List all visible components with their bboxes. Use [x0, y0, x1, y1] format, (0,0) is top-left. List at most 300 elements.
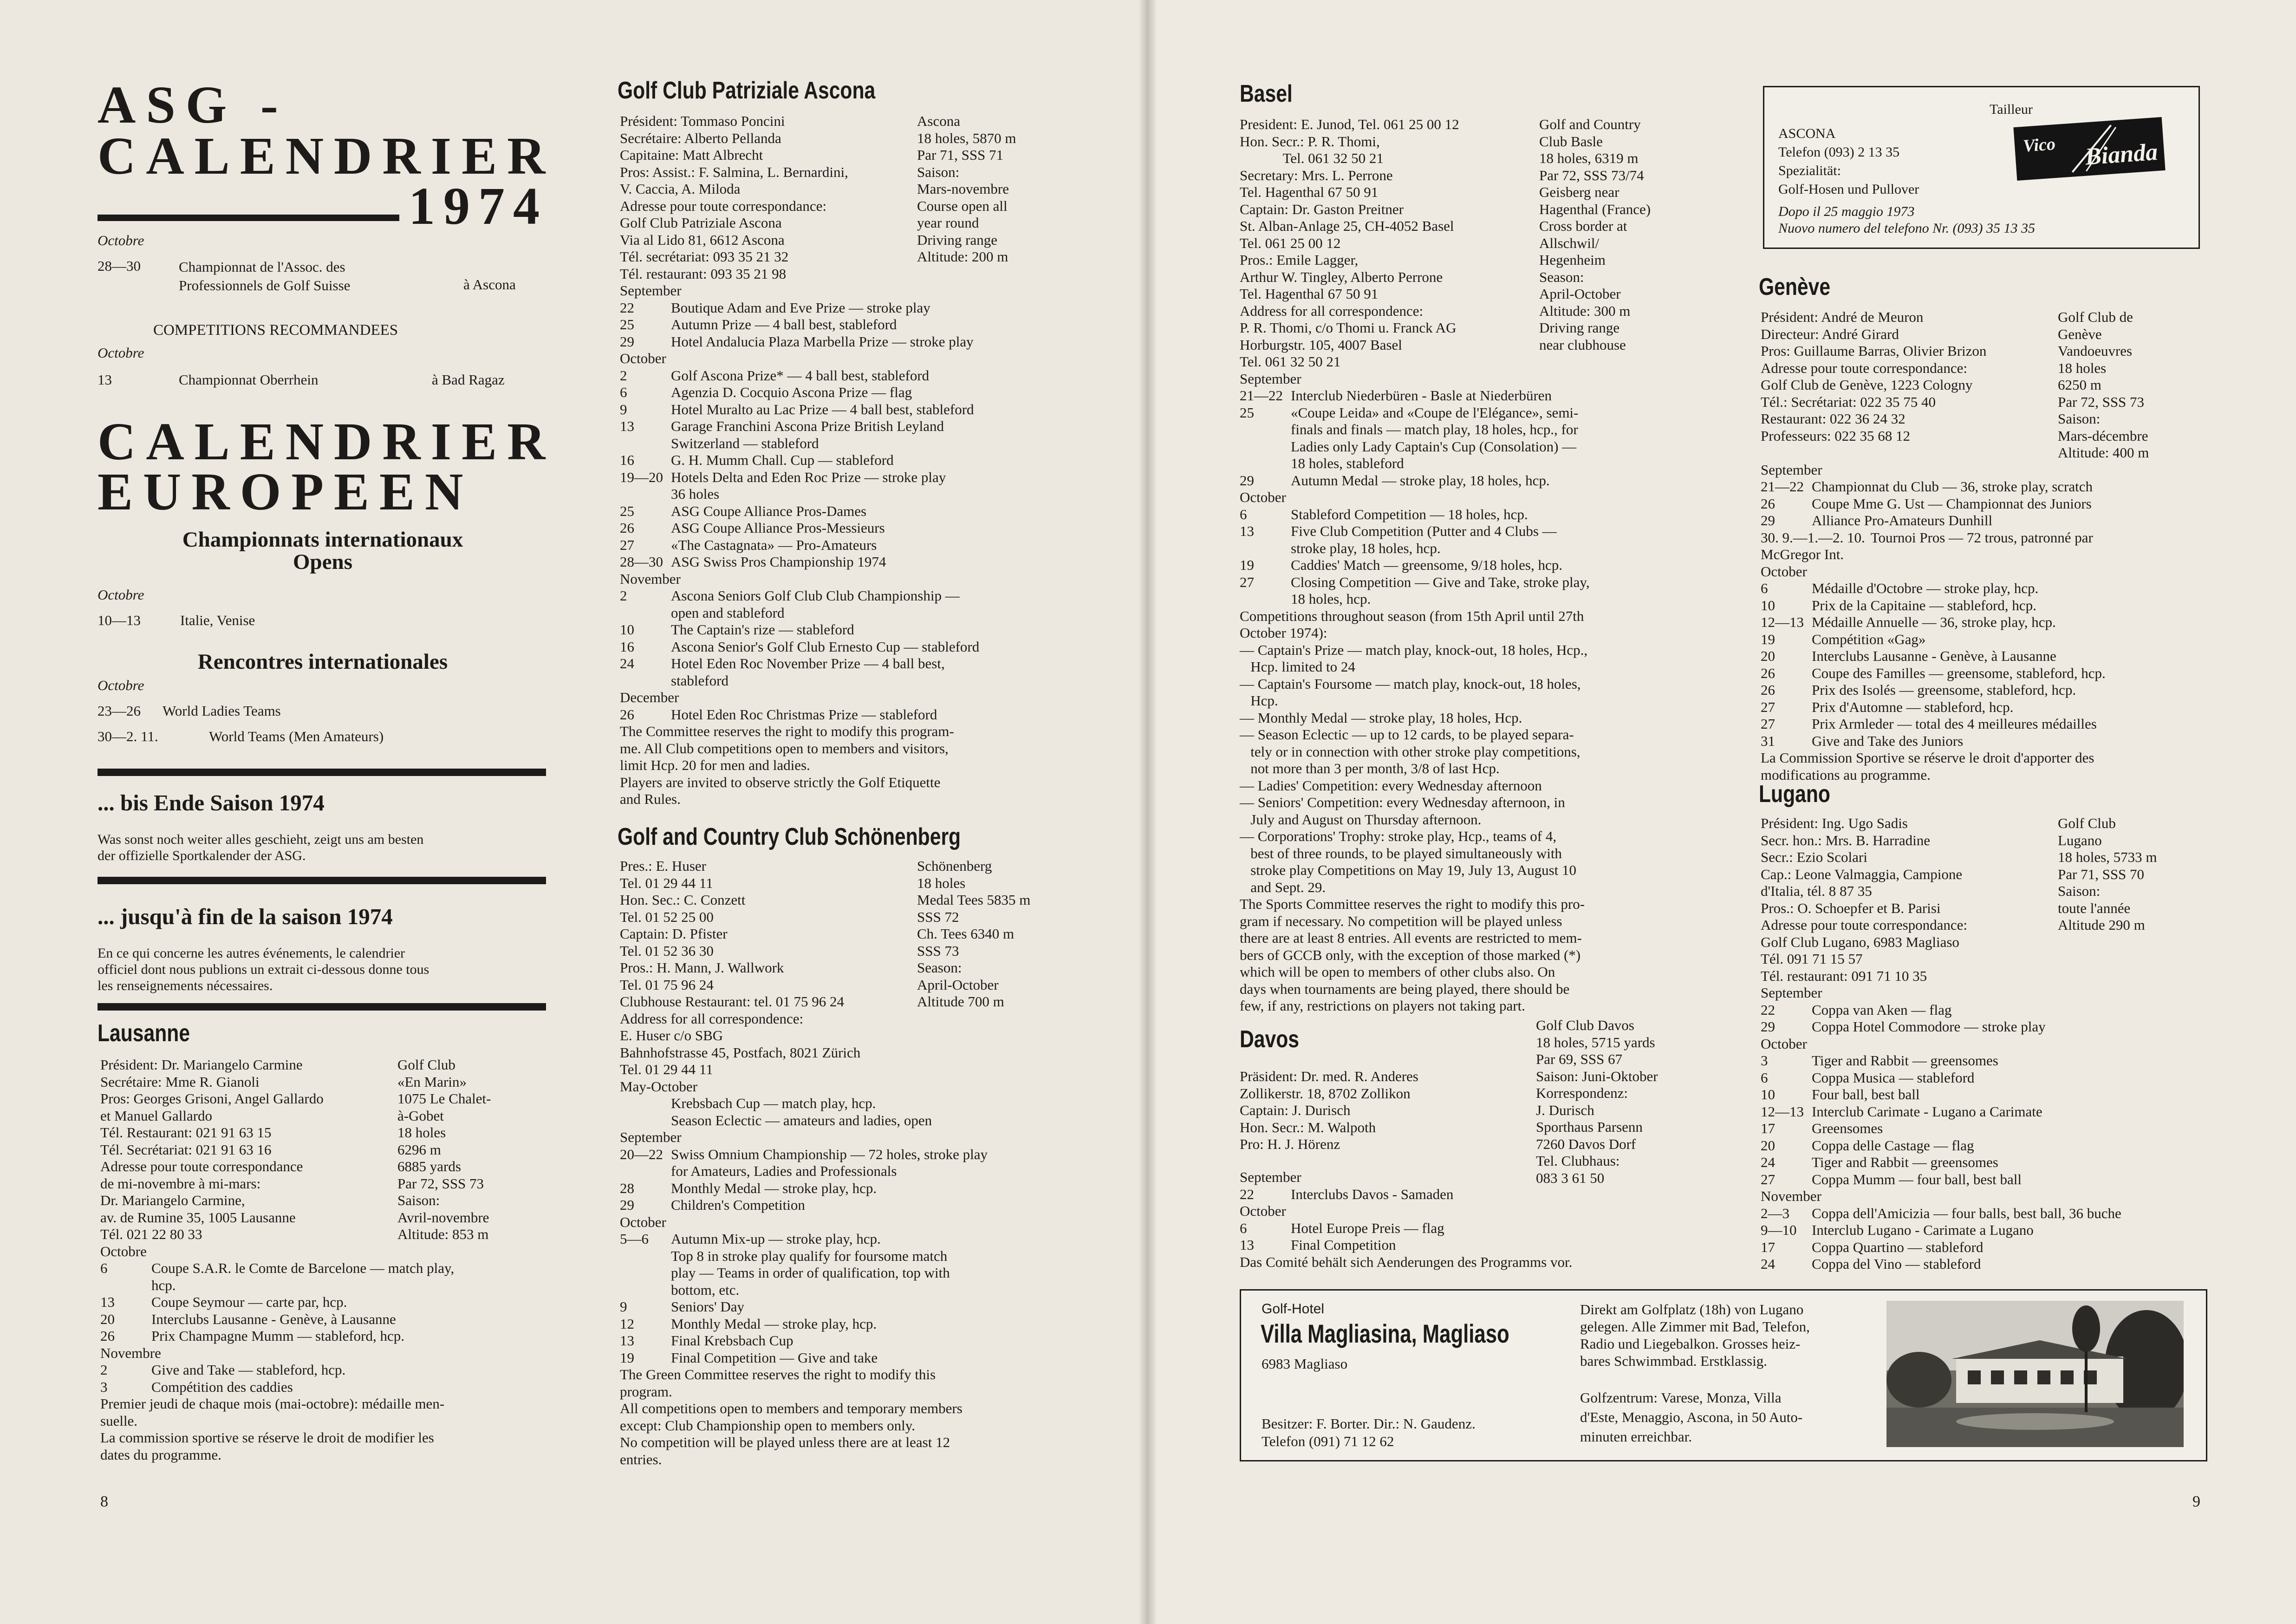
tailor-line: Spezialität: — [1778, 163, 1841, 178]
tailor-line: ASCONA — [1778, 126, 1836, 141]
month-heading: September — [1240, 1169, 1301, 1185]
schoenenberg-calendar — [620, 1078, 1084, 1367]
info-line: Ascona — [917, 113, 960, 129]
event-date: 10 — [1761, 1086, 1775, 1102]
month-heading: May-October — [620, 1078, 697, 1095]
de-title: ... bis Ende Saison 1974 — [98, 790, 325, 815]
event-date: 12 — [620, 1315, 634, 1332]
event-text: Give and Take — stableford, hcp. — [151, 1362, 346, 1378]
event-row — [1240, 523, 1760, 557]
info-line: Tél.: Secrétariat: 022 35 75 40 — [1761, 393, 1936, 410]
info-line: Hon. Secr.: P. R. Thomi, — [1240, 133, 1380, 150]
event-row — [1761, 496, 2225, 513]
meetings-month: Octobre — [98, 677, 144, 693]
event-row — [1761, 1018, 2225, 1036]
davos-info-right — [1536, 1017, 1658, 1187]
info-line: Tel. 01 29 44 11 — [620, 874, 713, 891]
event-date: 2 — [620, 587, 627, 604]
info-line: E. Huser c/o SBG — [620, 1027, 723, 1044]
info-line: Altitude 290 m — [2058, 917, 2145, 933]
event-date: 13 — [620, 418, 634, 434]
event-date: 13 — [1240, 1237, 1254, 1253]
ascona-footer: The Committee reserves the right to modify this program- me. All Club competitions open to members and visitors, limit Hcp. 20 for men and ladies. Players are invited to observe strictly the Golf Etiquette and Rules. — [620, 723, 954, 807]
lausanne-info-left — [100, 1057, 397, 1243]
event-row — [1240, 1237, 1760, 1254]
event-row — [620, 469, 1084, 503]
info-line: Secr.: Ezio Scolari — [1761, 849, 1867, 865]
davos-section — [1240, 1169, 1760, 1271]
month-heading: October — [1240, 489, 1286, 505]
meetings-date-1: 23—26 — [98, 703, 141, 719]
event-text: Médaille d'Octobre — stroke play, hcp. — [1812, 580, 2039, 596]
event-text: Autumn Prize — 4 ball best, stableford — [671, 316, 897, 333]
info-line: President: E. Junod, Tel. 061 25 00 12 — [1240, 116, 1459, 132]
info-line: Korrespondenz: — [1536, 1085, 1628, 1101]
info-line: Président: André de Meuron — [1761, 309, 1924, 325]
event-text: Interclubs Lausanne - Genève, à Lausanne — [1812, 648, 2056, 664]
tailor-line: Golf-Hosen und Pullover — [1778, 182, 1919, 197]
event-text: Boutique Adam and Eve Prize — stroke play — [671, 299, 930, 316]
basel-calendar — [1240, 371, 1760, 608]
info-line: Secrétaire: Mme R. Gianoli — [100, 1073, 260, 1090]
hotel-name: Villa Magliasina, Magliaso — [1261, 1319, 1509, 1348]
event-row — [1761, 665, 2225, 682]
season-item: — Seniors' Competition: every Wednesday afternoon, in July and August on Thursday afternoon. — [1240, 794, 1565, 828]
event-date: 19 — [1761, 631, 1775, 647]
davos-calendar — [1240, 1169, 1760, 1254]
euro-title-line2: EUROPEEN — [98, 462, 474, 521]
event-date: 19 — [1240, 557, 1254, 573]
event-date: 27 — [620, 536, 634, 553]
hotel-place: 6983 Magliaso — [1262, 1356, 1348, 1372]
info-line: «En Marin» — [397, 1073, 467, 1090]
event-date: 26 — [620, 520, 634, 536]
tailor-line: Telefon (093) 2 13 35 — [1778, 144, 1900, 160]
info-line: Altitude: 200 m — [917, 248, 1008, 265]
lausanne-section — [100, 1057, 546, 1463]
event-row — [1761, 1256, 2225, 1273]
info-line: Par 72, SSS 73 — [2058, 393, 2145, 410]
info-line: Tel. Clubhaus: — [1536, 1153, 1620, 1169]
intl-opens-title: Championnats internationaux Opens — [182, 528, 463, 574]
event-date: 6 — [1761, 1069, 1768, 1086]
info-line: 18 holes, 5733 m — [2058, 849, 2157, 865]
event-row — [1240, 557, 1760, 574]
info-line: Course open all — [917, 197, 1008, 214]
event-text: Alliance Pro-Amateurs Dunhill — [1812, 512, 1993, 528]
event-date: 28—30 — [620, 554, 663, 570]
info-line: Tel. 01 52 36 30 — [620, 942, 714, 959]
event-date: 17 — [1761, 1120, 1775, 1136]
event-text: Interclubs Lausanne - Genève, à Lausanne — [151, 1311, 396, 1327]
schoenenberg-footer: The Green Committee reserves the right to modify this program. All competitions open to members and temporary members except: Club Championship open to members only. No competition will be played unless there are at least 12 entries. — [620, 1366, 963, 1467]
davos-info-left — [1240, 1068, 1418, 1153]
info-line: Adresse pour toute correspondance — [100, 1158, 303, 1174]
month-heading: November — [620, 570, 681, 587]
basel-info — [1240, 116, 1760, 371]
info-line: Address for all correspondence: — [620, 1010, 804, 1027]
info-line: Altitude: 300 m — [1539, 302, 1631, 319]
title-bar — [98, 215, 399, 221]
info-line: 18 holes — [917, 874, 966, 891]
info-line: Adresse pour toute correspondance: — [1761, 359, 1968, 376]
info-line: Vandoeuvres — [2058, 343, 2133, 359]
info-line: Saison: Juni-Oktober — [1536, 1068, 1658, 1084]
event-text: Compétition «Gag» — [1812, 631, 1926, 647]
event-text: Tournoi Pros — 72 trous, patronné par McGregor Int. — [1761, 529, 2093, 562]
event-text: Final Krebsbach Cup — [671, 1332, 794, 1349]
lausanne-info — [100, 1057, 546, 1243]
event-row — [620, 639, 1084, 656]
event-date: 22 — [1240, 1186, 1254, 1202]
logo-text: Vico — [2022, 134, 2056, 156]
info-line: Tel. 01 52 25 00 — [620, 908, 714, 925]
info-line: Avril-novembre — [397, 1209, 489, 1226]
info-line: 18 holes, 6319 m — [1539, 150, 1639, 166]
event-date: 12—13 — [1761, 1103, 1804, 1120]
info-line: et Manuel Gallardo — [100, 1107, 213, 1124]
info-line: April-October — [1539, 286, 1621, 302]
info-line: Pros: Georges Grisoni, Angel Gallardo — [100, 1090, 324, 1107]
fr-title: ... jusqu'à fin de la saison 1974 — [98, 904, 393, 929]
info-line: Address for all correspondence: — [1240, 302, 1424, 319]
event-text: Autumn Mix-up — stroke play, hcp. Top 8 in stroke play qualify for foursome match play — Teams in order of qualification, top with bottom, etc. — [671, 1231, 950, 1298]
euro-title-line1: CALENDRIER — [98, 412, 556, 471]
geneve-calendar — [1761, 462, 2225, 750]
event-text: The Captain's rize — stableford — [671, 621, 854, 638]
info-line: d'Italia, tél. 8 87 35 — [1761, 883, 1872, 899]
info-line: Tel. Hagenthal 67 50 91 — [1240, 184, 1379, 200]
event-text: Seniors' Day — [671, 1298, 744, 1315]
schoenenberg-info — [620, 858, 1084, 1078]
event-text: Coupe S.A.R. le Comte de Barcelone — match play, hcp. — [151, 1260, 455, 1293]
event-text: Agenzia D. Cocquio Ascona Prize — flag — [671, 384, 912, 400]
event-date: 27 — [1240, 574, 1254, 590]
event-row — [1240, 387, 1760, 404]
event-row — [100, 1362, 546, 1379]
info-line: Tel. 061 32 50 21 — [1240, 150, 1384, 166]
event-date: 12—13 — [1761, 614, 1804, 630]
event-date: 6 — [1240, 506, 1247, 522]
logo-text: Bianda — [2084, 138, 2159, 170]
lugano-info — [1761, 815, 2225, 985]
event-text: Coppa del Vino — stableford — [1812, 1256, 1981, 1272]
basel-info-left — [1240, 116, 1539, 371]
meetings-title: Rencontres internationales — [197, 650, 448, 674]
info-line: Mars-novembre — [917, 181, 1009, 197]
event-row — [620, 384, 1084, 401]
info-line: Professeurs: 022 35 68 12 — [1761, 427, 1911, 444]
event-text: Interclub Lugano - Carimate a Lugano — [1812, 1222, 2034, 1238]
schoenenberg-info-left — [620, 858, 917, 1078]
event-date: 29 — [1240, 472, 1254, 489]
event-text: Children's Competition — [671, 1197, 805, 1213]
event-row — [1240, 1220, 1760, 1237]
info-line: Par 69, SSS 67 — [1536, 1051, 1623, 1067]
month-heading: October — [1761, 563, 1807, 580]
event-row — [620, 418, 1084, 452]
event-row — [620, 1095, 1084, 1129]
schoenenberg-section — [620, 858, 1084, 1468]
info-line: 6885 yards — [397, 1158, 461, 1174]
month-heading: October — [620, 1213, 666, 1230]
event-text: Closing Competition — Give and Take, stroke play, 18 holes, hcp. — [1291, 574, 1590, 607]
info-line: Altitude: 853 m — [397, 1226, 489, 1242]
info-line: Capitaine: Matt Albrecht — [620, 147, 763, 163]
event-row — [1761, 1120, 2225, 1137]
event-date: 9 — [620, 1298, 627, 1315]
info-line: J. Durisch — [1536, 1102, 1594, 1118]
event-text: Golf Ascona Prize* — 4 ball best, stableford — [671, 367, 930, 384]
ascona-info-left — [620, 113, 917, 282]
month-heading: October — [1761, 1035, 1807, 1052]
event-date: 27 — [1761, 716, 1775, 732]
info-line: toute l'année — [2058, 900, 2131, 916]
event-text: Hotel Eden Roc November Prize — 4 ball best, stableford — [671, 655, 945, 689]
basel-season-list — [1240, 642, 1760, 896]
asg-date: 28—30 — [98, 258, 141, 274]
info-line: Tél. 091 71 15 57 — [1761, 951, 1863, 967]
event-date: 25 — [620, 502, 634, 519]
event-date: 26 — [100, 1328, 115, 1344]
event-text: Coppa delle Castage — flag — [1812, 1137, 1974, 1154]
event-text: Prix des Isolés — greensome, stableford, hcp. — [1812, 682, 2076, 698]
event-row — [1761, 1205, 2225, 1222]
event-date: 2—3 — [1761, 1205, 1789, 1221]
event-row — [620, 401, 1084, 418]
info-line: Genève — [2058, 326, 2102, 342]
event-text: Prix Armleder — total des 4 meilleures médailles — [1812, 716, 2097, 732]
event-row — [620, 333, 1084, 351]
month-heading: September — [620, 1129, 682, 1145]
info-line: Pros: Guillaume Barras, Olivier Brizon — [1761, 343, 1987, 359]
event-text: Hotel Eden Roc Christmas Prize — stableford — [671, 706, 937, 723]
lausanne-footer: Premier jeudi de chaque mois (mai-octobre): médaille men- suelle. La commission sportive se réserve le droit de modifier les dates du programme. — [100, 1396, 445, 1463]
info-line: 7260 Davos Dorf — [1536, 1135, 1636, 1152]
info-line: SSS 73 — [917, 942, 959, 959]
event-date: 20 — [1761, 1137, 1775, 1154]
info-line: Via al Lido 81, 6612 Ascona — [620, 231, 785, 248]
event-row — [620, 1231, 1084, 1298]
divider — [98, 877, 546, 884]
info-line: Saison: — [397, 1192, 440, 1208]
info-line: Président: Dr. Mariangelo Carmine — [100, 1057, 303, 1073]
info-line: Pros.: Emile Lagger, — [1240, 252, 1359, 268]
month-heading: December — [620, 689, 679, 705]
event-date: 10 — [620, 621, 634, 638]
event-date — [620, 1095, 671, 1129]
event-row — [100, 1379, 546, 1396]
event-row — [620, 503, 1084, 520]
event-date: 22 — [1761, 1001, 1775, 1018]
info-line: Schönenberg — [917, 858, 992, 874]
event-text: Tiger and Rabbit — greensomes — [1812, 1154, 1998, 1170]
event-row — [1761, 1052, 2225, 1070]
info-line: Präsident: Dr. med. R. Anderes — [1240, 1068, 1418, 1084]
event-text: Stableford Competition — 18 holes, hcp. — [1291, 506, 1528, 522]
intl-opens-date: 10—13 — [98, 612, 141, 628]
event-text: «Coupe Leida» and «Coupe de l'Elégance», semi- finals and finals — match play, 18 holes, hcp., for Ladies only Lady Captain's Cup (Consolation) — 18 holes, stableford — [1291, 404, 1579, 471]
info-line: Lugano — [2058, 832, 2102, 848]
info-line: Driving range — [917, 231, 998, 248]
event-row — [1240, 574, 1760, 608]
lausanne-title: Lausanne — [98, 1020, 190, 1047]
event-row — [620, 1298, 1084, 1316]
info-line: Mars-décembre — [2058, 427, 2148, 444]
event-text: Coupe des Familles — greensome, stableford, hcp. — [1812, 665, 2106, 681]
de-text: Was sonst noch weiter alles geschieht, zeigt uns am besten der offizielle Sportkalender der ASG. — [98, 832, 424, 863]
divider — [98, 769, 546, 776]
event-date: 26 — [1761, 665, 1775, 681]
event-text: Interclub Carimate - Lugano a Carimate — [1812, 1103, 2042, 1120]
event-text: Hotels Delta and Eden Roc Prize — stroke play 36 holes — [671, 469, 946, 502]
intl-opens-event: Italie, Venise — [180, 612, 255, 628]
event-date: 6 — [1240, 1220, 1247, 1236]
info-line: Saison: — [917, 163, 960, 180]
event-row — [1240, 1186, 1760, 1203]
event-text: Coupe Mme G. Ust — Championnat des Juniors — [1812, 495, 2092, 512]
tailor-kicker: Tailleur — [1990, 102, 2033, 117]
info-line: Horburgstr. 105, 4007 Basel — [1240, 336, 1402, 353]
basel-title: Basel — [1240, 80, 1293, 107]
asg-title-line2: CALENDRIER — [98, 126, 556, 185]
month-heading: November — [1761, 1188, 1821, 1204]
info-line: Par 72, SSS 73/74 — [1539, 167, 1644, 183]
event-row — [620, 587, 1084, 621]
info-line: Directeur: André Girard — [1761, 326, 1899, 342]
event-date: 2 — [100, 1362, 108, 1378]
event-date: 30. 9.—1.—2. 10. — [1761, 529, 1865, 546]
event-row — [620, 316, 1084, 333]
event-text: ASG Swiss Pros Championship 1974 — [671, 554, 886, 570]
event-date: 13 — [620, 1332, 634, 1349]
event-text: Final Competition — Give and take — [671, 1349, 878, 1366]
event-date: 13 — [1240, 523, 1254, 539]
event-row — [100, 1260, 546, 1294]
info-line: Tél. restaurant: 091 71 10 35 — [1761, 967, 1927, 984]
info-line: Adresse pour toute correspondance: — [620, 197, 827, 214]
event-text: Monthly Medal — stroke play, hcp. — [671, 1180, 877, 1196]
event-date: 22 — [620, 299, 634, 316]
basel-footer: The Sports Committee reserves the right to modify this pro- gram if necessary. No competition will be played unless there are at least 8 entries. All events are restricted to mem- bers of GCCB only, with the exception of those marked (*) which will be open to members of other clubs also. On days when tournaments are being played, there should be few, if any, restrictions on players not taking part. — [1240, 896, 1585, 1014]
asg-month: Octobre — [98, 232, 144, 248]
recommended-location: à Bad Ragaz — [432, 372, 505, 388]
event-date: 6 — [620, 384, 627, 400]
info-line: Golf Club Patriziale Ascona — [620, 215, 782, 231]
event-text: Greensomes — [1812, 1120, 1883, 1136]
month-heading: Octobre — [100, 1243, 147, 1259]
info-line: Captain: J. Durisch — [1240, 1102, 1351, 1118]
event-row — [620, 621, 1084, 639]
info-line: Medal Tees 5835 m — [917, 892, 1031, 908]
lugano-info-left — [1761, 815, 2058, 985]
event-row — [620, 554, 1084, 571]
lugano-info-right — [2058, 815, 2157, 985]
event-line — [1761, 529, 2225, 563]
ascona-info — [620, 113, 1084, 282]
meetings-date-2: 30—2. 11. — [98, 728, 158, 744]
season-item: — Monthly Medal — stroke play, 18 holes, Hcp. — [1240, 709, 1522, 726]
info-line: Golf Club Lugano, 6983 Magliaso — [1761, 933, 1959, 950]
right-page — [1148, 0, 2296, 1624]
info-line: Tel. 01 75 96 24 — [620, 976, 714, 993]
event-text: Interclub Niederbüren - Basle at Niederbüren — [1291, 387, 1552, 404]
info-line: P. R. Thomi, c/o Thomi u. Franck AG — [1240, 320, 1457, 336]
info-line: Dr. Mariangelo Carmine, — [100, 1192, 245, 1208]
info-line: SSS 72 — [917, 908, 959, 925]
event-date: 9—10 — [1761, 1222, 1797, 1238]
info-line: Restaurant: 022 36 24 32 — [1761, 411, 1906, 427]
meetings-event-2: World Teams (Men Amateurs) — [209, 728, 384, 744]
info-line: Driving range — [1539, 320, 1620, 336]
event-row — [100, 1311, 546, 1328]
event-date: 24 — [1761, 1256, 1775, 1272]
event-row — [620, 520, 1084, 537]
event-date: 29 — [1761, 1018, 1775, 1035]
event-row — [1761, 648, 2225, 665]
info-line: Secretary: Mrs. L. Perrone — [1240, 167, 1393, 183]
event-date: 6 — [1761, 580, 1768, 596]
event-text: G. H. Mumm Chall. Cup — stableford — [671, 452, 894, 468]
asg-year: 1974 — [409, 176, 548, 235]
event-text: Coppa dell'Amicizia — four balls, best ball, 36 buche — [1812, 1205, 2121, 1221]
event-row — [1761, 1070, 2225, 1087]
schoenenberg-title: Golf and Country Club Schönenberg — [618, 823, 961, 850]
hotel-photo-image — [1886, 1301, 2184, 1447]
event-text: Prix de la Capitaine — stableford, hcp. — [1812, 597, 2036, 613]
info-line: Captain: Dr. Gaston Preitner — [1240, 201, 1404, 217]
info-line: Président: Tommaso Poncini — [620, 113, 785, 129]
info-line: Tél. 021 22 80 33 — [100, 1226, 202, 1242]
geneve-section — [1761, 309, 2225, 783]
event-row — [1761, 716, 2225, 733]
info-line: V. Caccia, A. Miloda — [620, 181, 741, 197]
season-item: — Season Eclectic — up to 12 cards, to be played separa- tely or in connection with other stroke play competitions, not more than 3 per month, 3/8 of last Hcp. — [1240, 726, 1581, 776]
month-heading: September — [1240, 370, 1301, 387]
month-heading: September — [620, 282, 682, 299]
event-row — [620, 1180, 1084, 1197]
event-date: 20—22 — [620, 1146, 663, 1162]
hotel-advertisement — [1240, 1289, 2207, 1461]
event-row — [1240, 472, 1760, 489]
month-heading: October — [620, 350, 666, 366]
intl-opens-month: Octobre — [98, 587, 144, 603]
event-date: 19—20 — [620, 469, 663, 485]
event-date: 6 — [100, 1260, 108, 1276]
info-line: Tél. Restaurant: 021 91 63 15 — [100, 1124, 272, 1141]
info-line: 6296 m — [397, 1141, 441, 1158]
info-line: Hon. Secr.: M. Walpoth — [1240, 1119, 1376, 1135]
info-line: Golf Club — [397, 1057, 455, 1073]
month-heading: September — [1761, 985, 1822, 1001]
event-text: Prix Champagne Mumm — stableford, hcp. — [151, 1328, 404, 1344]
event-text: ASG Coupe Alliance Pros-Dames — [671, 502, 867, 519]
info-line: de mi-novembre à mi-mars: — [100, 1175, 261, 1192]
info-line: Cross border at — [1539, 218, 1627, 234]
info-line: Golf Club — [2058, 815, 2116, 831]
info-line: Secr. hon.: Mrs. B. Harradine — [1761, 832, 1931, 848]
event-row — [620, 1332, 1084, 1350]
event-row — [620, 452, 1084, 469]
info-line: 1075 Le Chalet- — [397, 1090, 491, 1107]
event-text: Coppa Hotel Commodore — stroke play — [1812, 1018, 2046, 1035]
schoenenberg-info-right — [917, 858, 1030, 1078]
event-row — [1761, 1222, 2225, 1239]
event-row — [1761, 512, 2225, 529]
event-row — [1761, 614, 2225, 631]
event-date: 17 — [1761, 1239, 1775, 1255]
info-line: à-Gobet — [397, 1107, 444, 1124]
